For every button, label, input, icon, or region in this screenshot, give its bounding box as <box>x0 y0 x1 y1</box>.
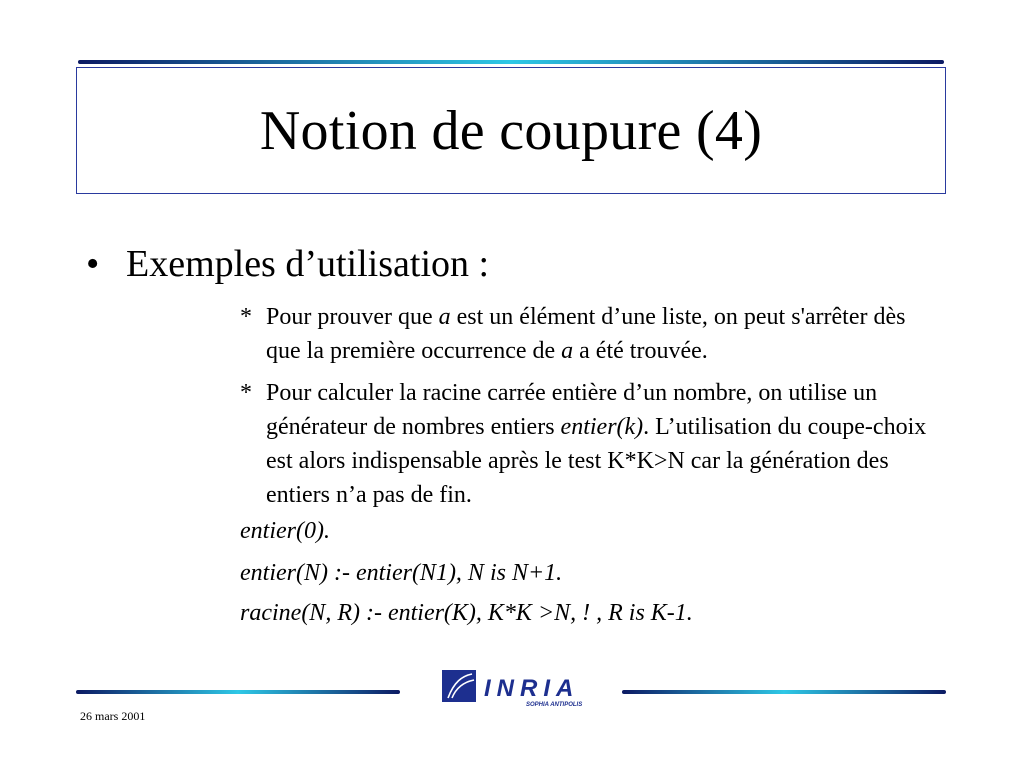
svg-text:SOPHIA ANTIPOLIS: SOPHIA ANTIPOLIS <box>526 702 583 708</box>
sub-marker: * <box>240 380 252 406</box>
top-rule <box>78 60 944 64</box>
sub-item-2 <box>240 376 940 512</box>
svg-text:INRIA: INRIA <box>484 675 580 702</box>
code-line-3: racine(N, R) :- entier(K), K*K >N, ! , R is K-1. <box>240 600 693 626</box>
sub-item-1 <box>240 300 940 368</box>
title-box <box>76 67 946 194</box>
code-line-2: entier(N) :- entier(N1), N is N+1. <box>240 560 563 586</box>
bottom-rule-left <box>76 690 400 694</box>
bullet-text: Exemples d’utilisation : <box>126 243 490 285</box>
sub-item-1-text: Pour prouver que a est un élément d’une liste, on peut s'arrêter dès que la première occurrence de a a été trouvée. <box>266 304 906 364</box>
main-bullet <box>86 242 489 286</box>
slide-title: Notion de coupure (4) <box>259 99 763 162</box>
bottom-rule-right <box>622 690 946 694</box>
sub-item-2-text: Pour calculer la racine carrée entière d’un nombre, on utilise un générateur de nombres entiers entier(k). L’utilisation du coupe-choix est alors indispensable après le test K*K>N car la génération des entiers n’a pas de fin. <box>266 380 927 508</box>
sub-marker: * <box>240 304 252 330</box>
bullet-marker: • <box>86 243 100 285</box>
inria-logo <box>440 662 600 710</box>
footer-date: 26 mars 2001 <box>80 709 146 723</box>
code-line-1: entier(0). <box>240 518 330 544</box>
